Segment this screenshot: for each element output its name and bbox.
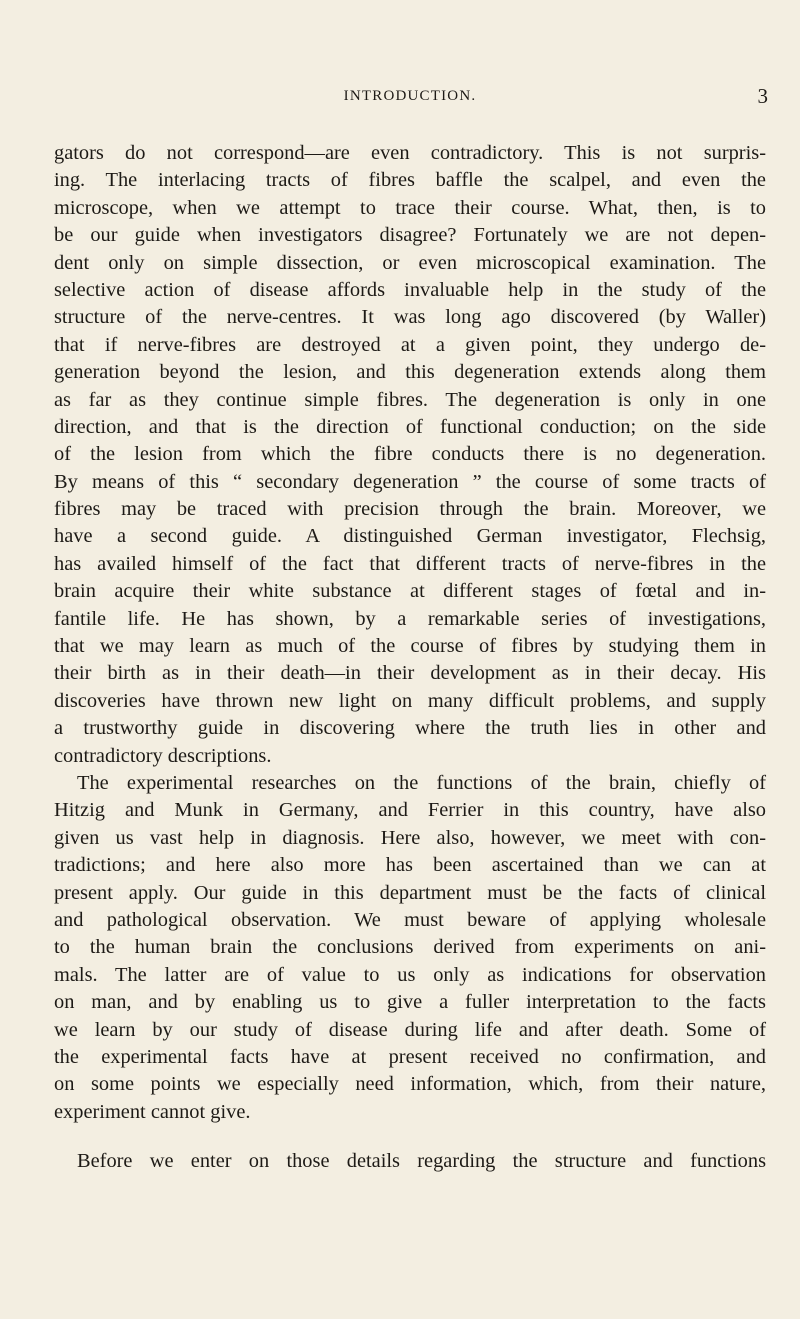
text-line: their birth as in their death—in their development as in their decay. His [54,662,766,685]
paragraph-2 [54,770,766,1126]
text-line: experiment cannot give. [54,1100,251,1123]
text-line: has availed himself of the fact that different tracts of nerve-fibres in the [54,552,766,575]
text-line: fantile life. He has shown, by a remarkable series of investigations, [54,607,766,630]
text-line: given us vast help in diagnosis. Here also, however, we meet with con- [54,826,766,849]
text-line: tradictions; and here also more has been ascertained than we can at [54,854,766,877]
text-line: that we may learn as much of the course of fibres by studying them in [54,635,766,658]
text-line: microscope, when we attempt to trace their course. What, then, is to [54,196,766,219]
paragraph-3 [54,1148,766,1175]
text-line: ing. The interlacing tracts of fibres baffle the scalpel, and even the [54,169,766,192]
text-line: The experimental researches on the functions of the brain, chiefly of [77,771,766,794]
body-text [54,140,766,1175]
text-line: dent only on simple dissection, or even microscopical examination. The [54,251,766,274]
text-line: to the human brain the conclusions derived from experiments on ani- [54,936,766,959]
text-line: have a second guide. A distinguished German investigator, Flechsig, [54,525,766,548]
text-line: a trustworthy guide in discovering where the truth lies in other and [54,717,766,740]
running-title: INTRODUCTION. [343,88,477,104]
paragraph-spacer [54,1126,766,1148]
text-line: mals. The latter are of value to us only as indications for observation [54,963,766,986]
text-line: contradictory descriptions. [54,744,272,767]
text-line: as far as they continue simple fibres. The degeneration is only in one [54,388,766,411]
text-line: generation beyond the lesion, and this degeneration extends along them [54,361,766,384]
text-line: of the lesion from which the fibre conducts there is no degeneration. [54,443,766,466]
text-line: discoveries have thrown new light on many difficult problems, and supply [54,689,766,712]
page-number: 3 [757,84,768,108]
text-line: By means of this “ secondary degeneration ” the course of some tracts of [54,470,766,493]
text-line: on man, and by enabling us to give a fuller interpretation to the facts [54,991,766,1014]
text-line: gators do not correspond—are even contradictory. This is not surpris- [54,142,766,164]
text-line: structure of the nerve-centres. It was long ago discovered (by Waller) [54,306,766,329]
running-header [54,84,768,114]
text-line: that if nerve-fibres are destroyed at a given point, they undergo de- [54,333,766,356]
text-line: be our guide when investigators disagree? Fortunately we are not depen- [54,224,766,247]
text-line: the experimental facts have at present received no confirmation, and [54,1045,766,1068]
text-line: Hitzig and Munk in Germany, and Ferrier in this country, have also [54,799,766,822]
paragraph-1 [54,140,766,770]
text-line: Before we enter on those details regarding the structure and functions [77,1150,766,1173]
text-line: we learn by our study of disease during life and after death. Some of [54,1018,766,1041]
text-line: present apply. Our guide in this department must be the facts of clinical [54,881,766,904]
text-line: direction, and that is the direction of functional conduction; on the side [54,415,766,438]
text-line: and pathological observation. We must beware of applying wholesale [54,908,766,931]
text-line: on some points we especially need information, which, from their nature, [54,1073,766,1096]
text-line: fibres may be traced with precision through the brain. Moreover, we [54,498,766,521]
text-line: selective action of disease affords invaluable help in the study of the [54,278,766,301]
text-line: brain acquire their white substance at different stages of fœtal and in- [54,580,766,603]
